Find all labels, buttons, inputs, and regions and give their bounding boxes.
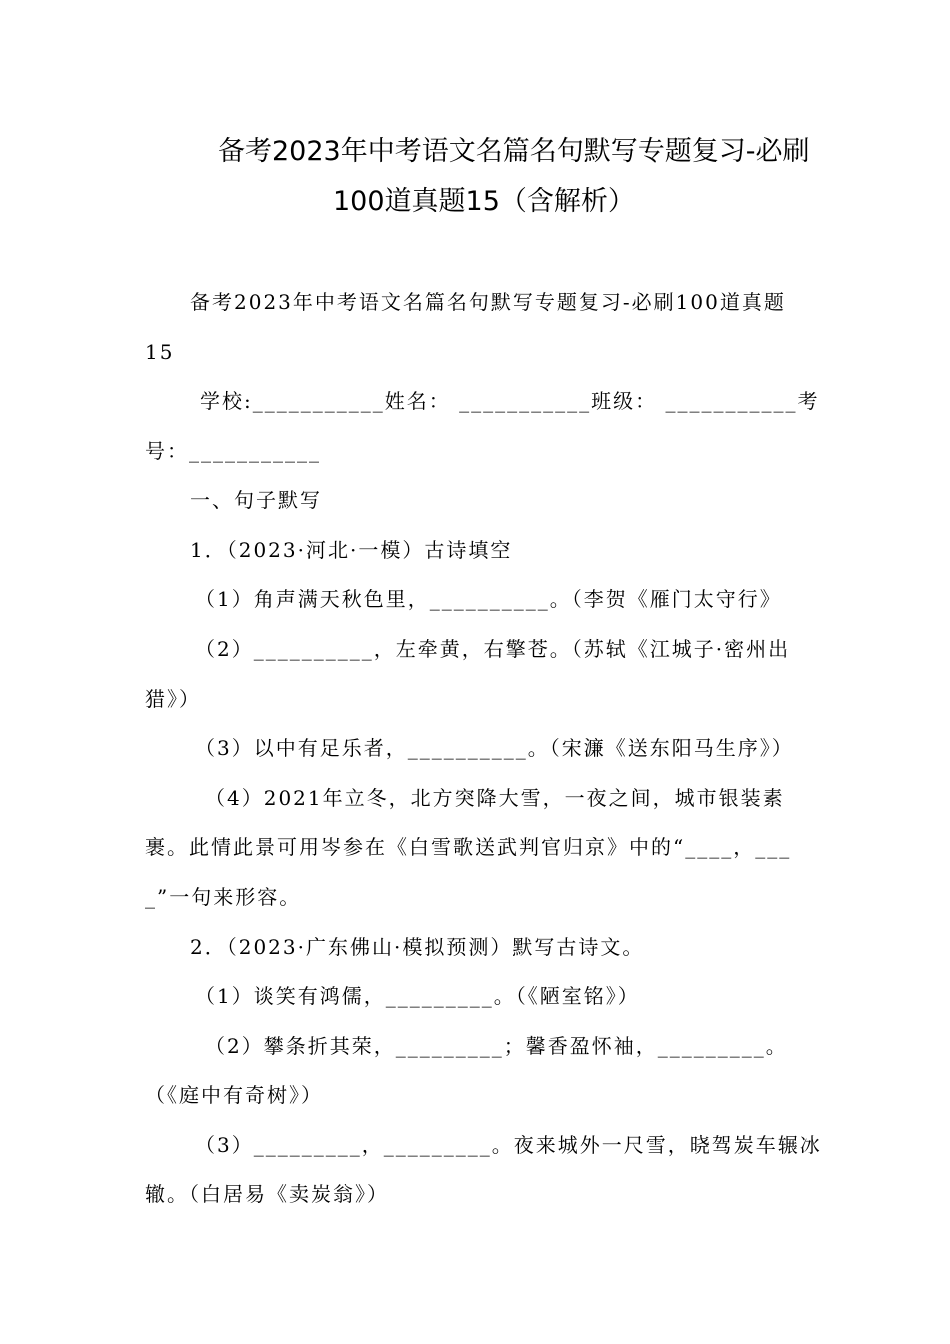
question-1-item-1: （1）角声满天秋色里，__________。（李贺《雁门太守行》: [195, 587, 782, 611]
intro-line-1: 备考2023年中考语文名篇名句默写专题复习-必刷100道真题: [190, 290, 786, 314]
student-info-line-1: 学校:___________姓名： ___________班级： ___________考: [200, 389, 820, 413]
question-1-item-4-continued: 裹。此情此景可用岑参在《白雪歌送武判官归京》中的“____，___: [145, 835, 792, 859]
question-2-item-3: （3）_________，_________。夜来城外一尺雪，晓驾炭车辗冰: [195, 1133, 822, 1157]
student-info-line-2: 号：___________: [145, 439, 321, 463]
question-2-item-3-continued: 辙。（白居易《卖炭翁》）: [145, 1182, 389, 1206]
question-1-item-2-continued: 猎》）: [145, 687, 201, 711]
question-2-item-1: （1）谈笑有鸿儒，_________。（《陋室铭》）: [195, 984, 640, 1008]
question-1-item-2: （2）__________，左牵黄，右擎苍。（苏轼《江城子·密州出: [195, 637, 791, 661]
question-1-heading: 1．（2023·河北·一模）古诗填空: [190, 538, 513, 562]
question-1-item-4: （4）2021年立冬，北方突降大雪，一夜之间，城市银装素: [205, 786, 785, 810]
question-2-item-2: （2）攀条折其荣，_________；馨香盈怀袖，_________。: [205, 1034, 788, 1058]
section-heading: 一、句子默写: [190, 488, 322, 512]
question-1-item-3: （3）以中有足乐者，__________。（宋濂《送东阳马生序》）: [195, 736, 794, 760]
intro-line-2: 15: [145, 340, 175, 364]
question-1-item-4-end: _”一句来形容。: [145, 885, 302, 909]
document-title-line-1: 备考2023年中考语文名篇名句默写专题复习-必刷: [218, 136, 810, 167]
question-2-heading: 2．（2023·广东佛山·模拟预测）默写古诗文。: [190, 935, 645, 959]
question-2-item-2-source: （《庭中有奇树》）: [145, 1083, 323, 1107]
document-title-line-2: 100道真题15（含解析）: [333, 186, 635, 217]
